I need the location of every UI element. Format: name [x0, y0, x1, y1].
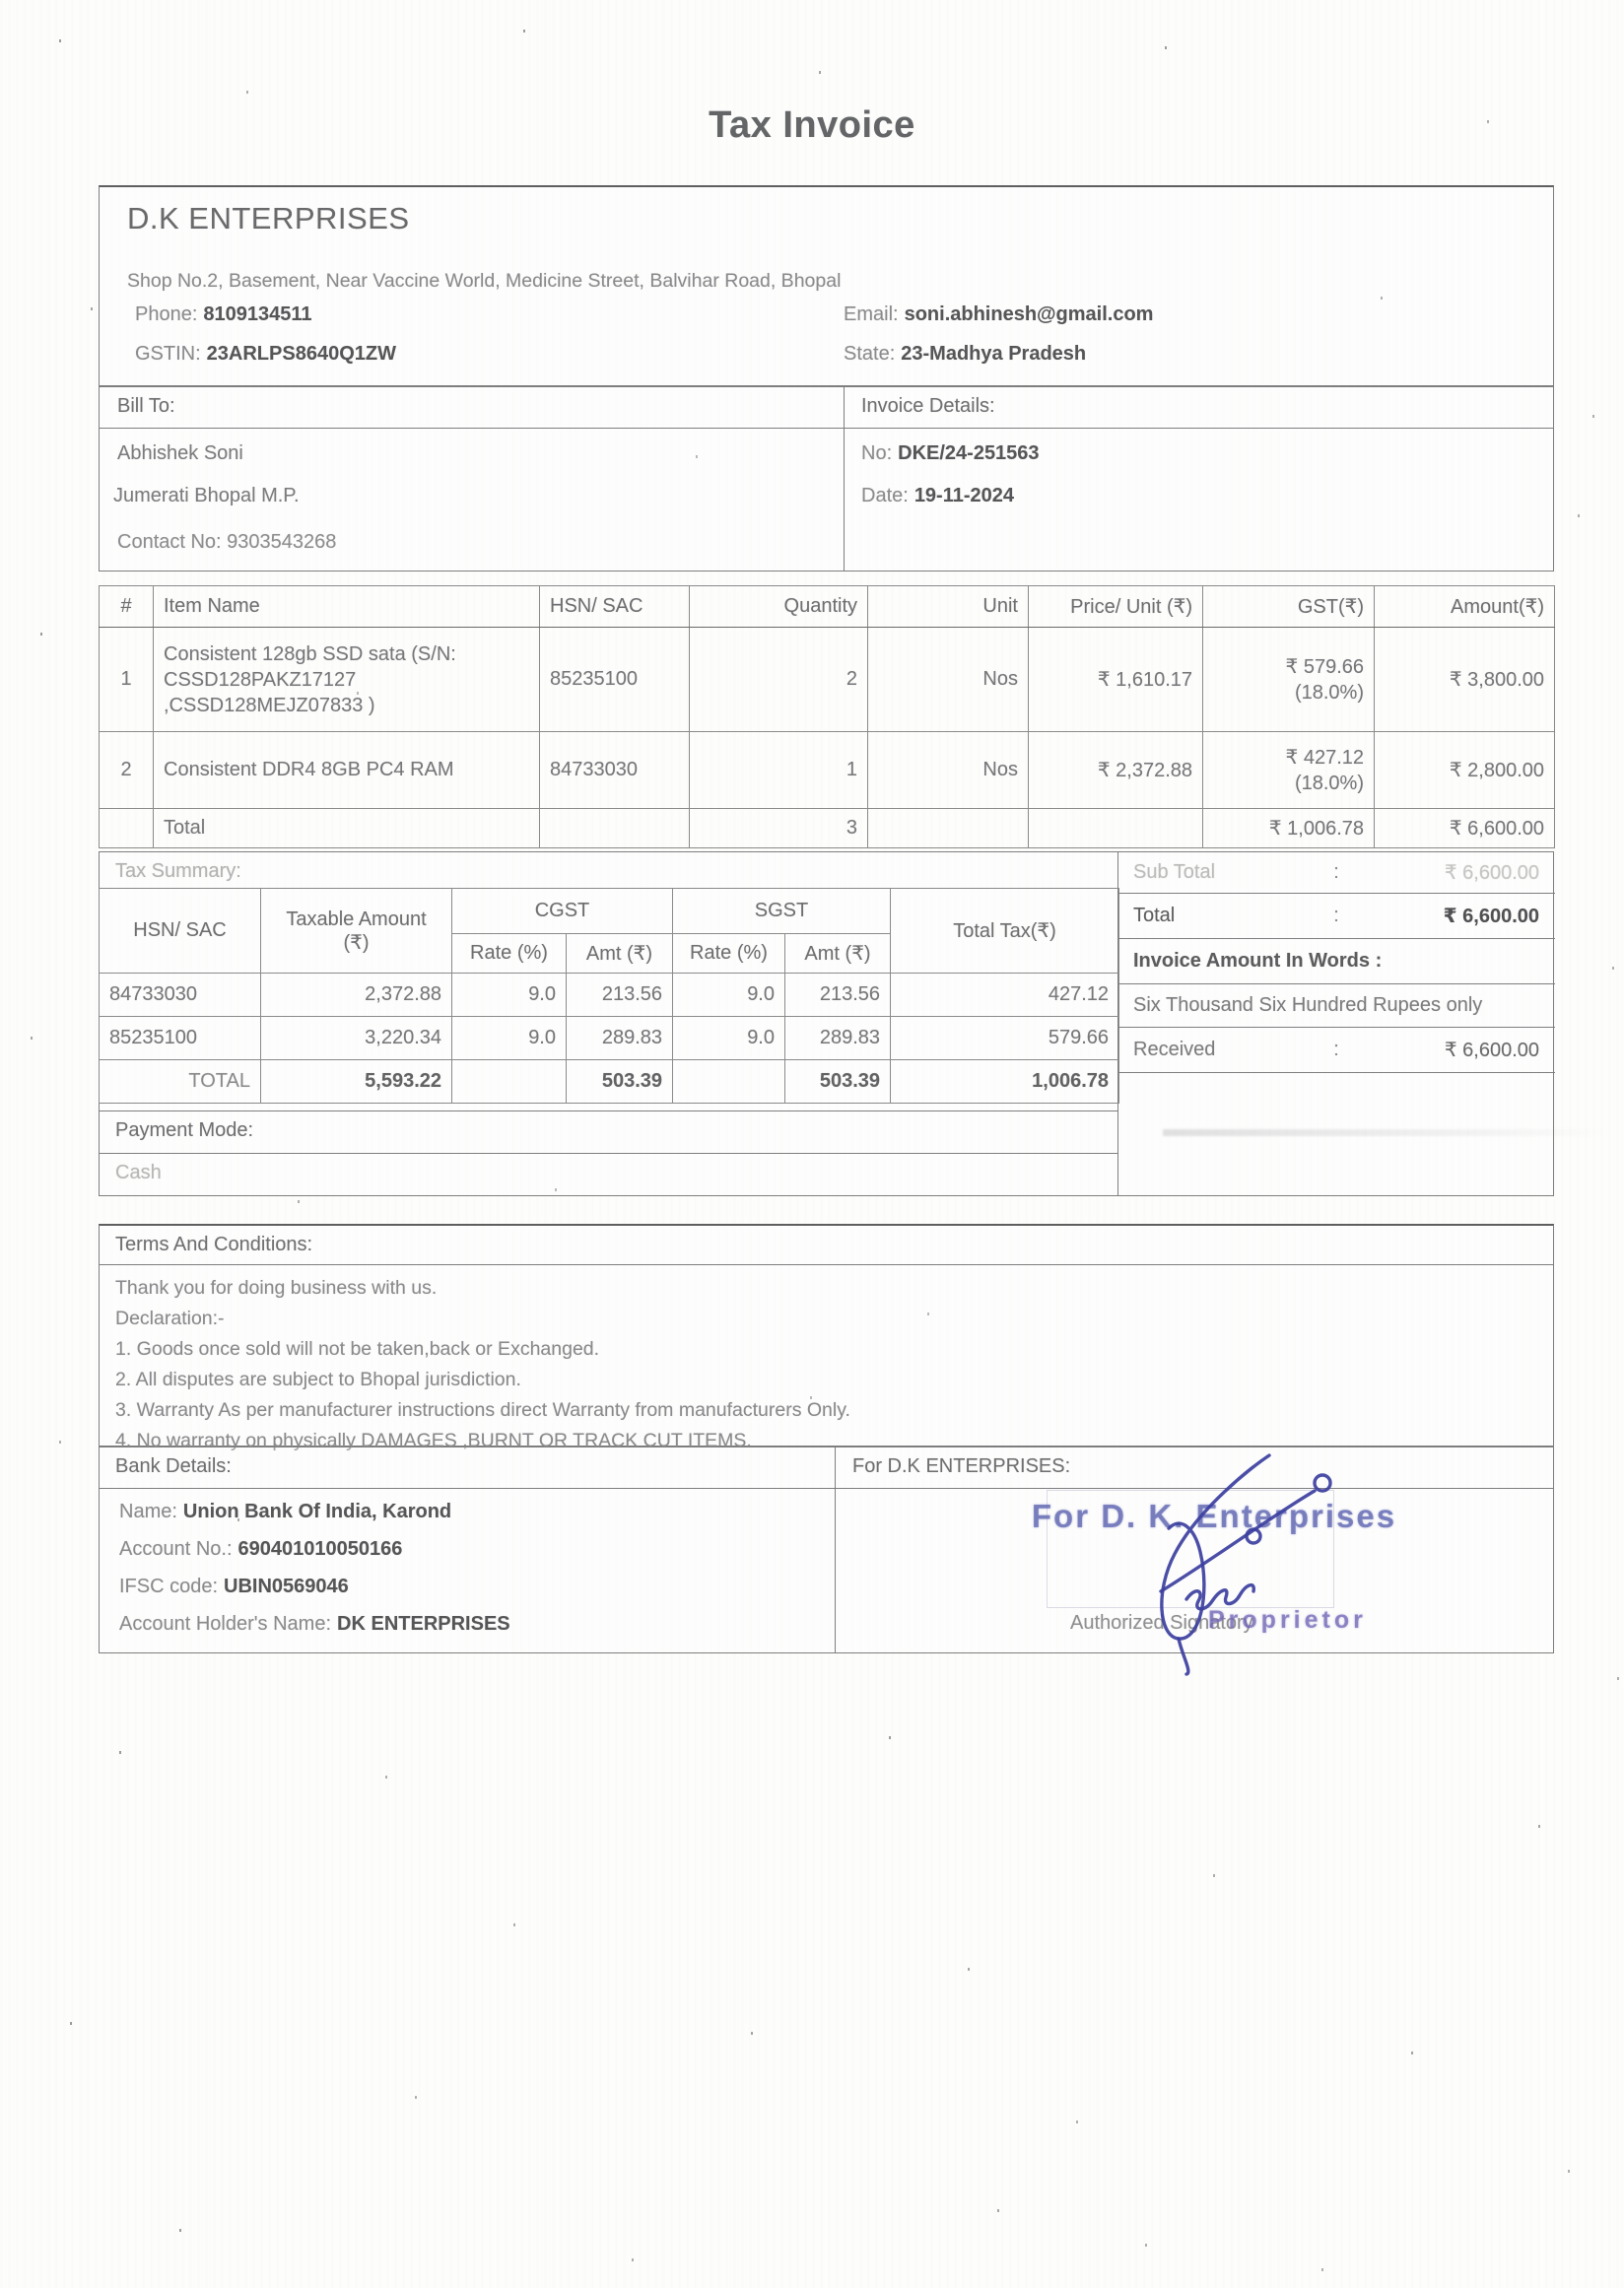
signature-icon	[1104, 1434, 1380, 1675]
items-total-gst: ₹ 1,006.78	[1203, 809, 1375, 848]
items-table	[99, 585, 1555, 848]
item-2-gst-pct: (18.0%)	[1294, 772, 1364, 794]
cgst-rate-header: Rate (%)	[452, 934, 567, 974]
bank-account-no: Account No.: 690401010050166	[119, 1538, 403, 1560]
invoice-number-value: DKE/24-251563	[898, 442, 1040, 464]
invoice-date	[861, 485, 1014, 507]
gstin-value: 23ARLPS8640Q1ZW	[206, 343, 396, 365]
item-1-gst-value: ₹ 579.66	[1285, 655, 1364, 678]
item-2-num: 2	[100, 732, 154, 809]
terms-line-2: Declaration:-	[115, 1308, 225, 1329]
item-2-gst	[1203, 732, 1375, 809]
customer-address: Jumerati Bhopal M.P.	[113, 485, 300, 506]
col-gst: GST(₹)	[1203, 586, 1375, 628]
tax-total-cgst: 503.39	[567, 1060, 673, 1104]
subtotal-row: Sub Total : ₹ 6,600.00	[1117, 852, 1555, 894]
tax-row-2	[100, 1017, 1119, 1060]
sgst-rate-header: Rate (%)	[673, 934, 785, 974]
item-row-1	[100, 628, 1555, 732]
terms-header-row	[100, 1226, 1553, 1265]
col-amount: Amount(₹)	[1375, 586, 1555, 628]
item-2-price: ₹ 2,372.88	[1029, 732, 1203, 809]
tax-1-cgst-amt: 213.56	[567, 974, 673, 1017]
terms-heading: Terms And Conditions:	[115, 1234, 313, 1255]
tax-col-total: Total Tax(₹)	[891, 889, 1119, 974]
cgst-amt-header: Amt (₹)	[567, 934, 673, 974]
bill-to-section	[99, 386, 1554, 572]
company-name: D.K ENTERPRISES	[127, 201, 410, 236]
item-1-price: ₹ 1,610.17	[1029, 628, 1203, 732]
col-quantity: Quantity	[690, 586, 868, 628]
received-value: ₹ 6,600.00	[1444, 1040, 1539, 1061]
subtotal-label: Sub Total	[1133, 861, 1216, 883]
state-label: State:	[844, 343, 896, 365]
tax-total-sgst: 503.39	[785, 1060, 891, 1104]
received-row: Received : ₹ 6,600.00	[1117, 1028, 1555, 1073]
tax-1-sgst-rate: 9.0	[673, 974, 785, 1017]
col-hsn: HSN/ SAC	[540, 586, 690, 628]
item-2-qty: 1	[690, 732, 868, 809]
proprietor-stamp: Proprietor	[1208, 1606, 1367, 1634]
col-num: #	[100, 586, 154, 628]
tax-total-row	[100, 1060, 1119, 1104]
company-address: Shop No.2, Basement, Near Vaccine World, Medicine Street, Balvihar Road, Bhopal	[127, 270, 842, 292]
page-title: Tax Invoice	[709, 104, 915, 146]
amount-in-words-value: Six Thousand Six Hundred Rupees only	[1133, 994, 1483, 1016]
invoice-number-label: No:	[861, 442, 893, 464]
phone-value: 8109134511	[203, 303, 312, 325]
tax-total-taxable: 5,593.22	[261, 1060, 452, 1104]
items-total-label: Total	[154, 809, 540, 848]
tax-1-taxable: 2,372.88	[261, 974, 452, 1017]
tax-col-taxable: Taxable Amount (₹)	[261, 889, 452, 974]
items-header-row	[100, 586, 1555, 628]
tax-1-hsn: 84733030	[100, 974, 261, 1017]
scan-noise	[0, 0, 2, 3]
tax-total-total: 1,006.78	[891, 1060, 1119, 1104]
item-2-unit: Nos	[868, 732, 1029, 809]
bill-to-header-row	[100, 387, 1553, 429]
item-1-qty: 2	[690, 628, 868, 732]
phone-label: Phone:	[135, 303, 198, 325]
company-gstin	[135, 343, 396, 366]
email-value: soni.abhinesh@gmail.com	[904, 303, 1154, 325]
item-1-gst	[1203, 628, 1375, 732]
subtotal-value: ₹ 6,600.00	[1444, 862, 1539, 884]
col-item-name: Item Name	[154, 586, 540, 628]
total-row: Total : ₹ 6,600.00	[1117, 894, 1555, 939]
tax-1-sgst-amt: 213.56	[785, 974, 891, 1017]
signatory-heading: For D.K ENTERPRISES:	[852, 1455, 1071, 1477]
terms-line-6: 4. No warranty on physically DAMAGES ,BURNT OR TRACK CUT ITEMS.	[115, 1430, 752, 1451]
state-value: 23-Madhya Pradesh	[901, 343, 1087, 365]
item-1-gst-pct: (18.0%)	[1294, 681, 1364, 704]
company-stamp: For D. K. Enterprises	[1031, 1498, 1397, 1534]
received-label: Received	[1133, 1039, 1216, 1060]
company-state	[844, 343, 1086, 366]
invoice-date-label: Date:	[861, 485, 909, 506]
company-phone	[135, 303, 312, 326]
tax-summary-table	[99, 888, 1119, 1104]
tax-col-cgst: CGST	[452, 889, 673, 934]
item-2-amount: ₹ 2,800.00	[1375, 732, 1555, 809]
bank-section-divider	[835, 1447, 836, 1652]
email-label: Email:	[844, 303, 899, 325]
item-2-gst-value: ₹ 427.12	[1285, 746, 1364, 769]
tax-2-cgst-rate: 9.0	[452, 1017, 567, 1060]
totals-panel	[1117, 852, 1555, 1073]
payment-mode-value: Cash	[115, 1162, 162, 1183]
total-label: Total	[1133, 905, 1176, 926]
tax-1-cgst-rate: 9.0	[452, 974, 567, 1017]
scan-smudge	[1163, 1129, 1606, 1136]
item-1-name-line2: CSSD128PAKZ17127	[164, 668, 357, 691]
tax-summary-heading: Tax Summary:	[115, 860, 241, 882]
item-1-hsn: 85235100	[540, 628, 690, 732]
terms-line-5: 3. Warranty As per manufacturer instructions direct Warranty from manufacturers Only.	[115, 1399, 850, 1421]
bank-ifsc: IFSC code: UBIN0569046	[119, 1576, 349, 1597]
item-1-name	[154, 628, 540, 732]
terms-line-4: 2. All disputes are subject to Bhopal jurisdiction.	[115, 1369, 521, 1390]
tax-2-total: 579.66	[891, 1017, 1119, 1060]
bill-to-divider	[844, 387, 845, 571]
bank-name: Name: Union Bank Of India, Karond	[119, 1501, 452, 1522]
tax-summary-section	[99, 851, 1554, 1196]
item-1-num: 1	[100, 628, 154, 732]
tax-2-cgst-amt: 289.83	[567, 1017, 673, 1060]
total-value: ₹ 6,600.00	[1443, 906, 1539, 927]
bank-holder-name: Account Holder's Name: DK ENTERPRISES	[119, 1613, 510, 1635]
item-2-hsn: 84733030	[540, 732, 690, 809]
gstin-label: GSTIN:	[135, 343, 201, 365]
items-total-row	[100, 809, 1555, 848]
items-table-wrap	[99, 585, 1554, 848]
amount-in-words-label: Invoice Amount In Words :	[1133, 950, 1383, 972]
item-2-name: Consistent DDR4 8GB PC4 RAM	[154, 732, 540, 809]
col-unit: Unit	[868, 586, 1029, 628]
tax-row-1	[100, 974, 1119, 1017]
item-1-name-line3: ,CSSD128MEJZ07833 )	[164, 694, 375, 716]
bank-heading: Bank Details:	[115, 1455, 232, 1477]
amount-in-words-row	[1117, 939, 1555, 984]
company-header-section	[99, 185, 1554, 386]
terms-line-1: Thank you for doing business with us.	[115, 1277, 438, 1299]
terms-line-3: 1. Goods once sold will not be taken,back or Exchanged.	[115, 1338, 600, 1360]
customer-name: Abhishek Soni	[117, 442, 243, 464]
payment-mode-row	[100, 1110, 1117, 1154]
item-1-amount: ₹ 3,800.00	[1375, 628, 1555, 732]
col-price: Price/ Unit (₹)	[1029, 586, 1203, 628]
tax-header-row-1	[100, 889, 1119, 934]
item-row-2	[100, 732, 1555, 809]
tax-2-sgst-amt: 289.83	[785, 1017, 891, 1060]
items-total-amount: ₹ 6,600.00	[1375, 809, 1555, 848]
tax-2-hsn: 85235100	[100, 1017, 261, 1060]
items-total-qty: 3	[690, 809, 868, 848]
tax-2-taxable: 3,220.34	[261, 1017, 452, 1060]
tax-col-sgst: SGST	[673, 889, 891, 934]
tax-total-label: TOTAL	[100, 1060, 261, 1104]
tax-1-total: 427.12	[891, 974, 1119, 1017]
invoice-number	[861, 442, 1040, 465]
sgst-amt-header: Amt (₹)	[785, 934, 891, 974]
tax-col-hsn: HSN/ SAC	[100, 889, 261, 974]
terms-section	[99, 1224, 1554, 1451]
customer-contact: Contact No: 9303543268	[117, 531, 337, 553]
amount-in-words-value-row	[1117, 984, 1555, 1028]
bill-to-heading: Bill To:	[117, 395, 175, 417]
invoice-date-value: 19-11-2024	[914, 485, 1015, 506]
invoice-details-heading: Invoice Details:	[861, 395, 995, 417]
item-1-unit: Nos	[868, 628, 1029, 732]
authorized-signatory-label: Authorized Signatory	[1070, 1612, 1253, 1634]
payment-mode-label: Payment Mode:	[115, 1119, 254, 1141]
tax-2-sgst-rate: 9.0	[673, 1017, 785, 1060]
item-1-name-line1: Consistent 128gb SSD sata (S/N:	[164, 642, 456, 665]
company-email	[844, 303, 1153, 326]
